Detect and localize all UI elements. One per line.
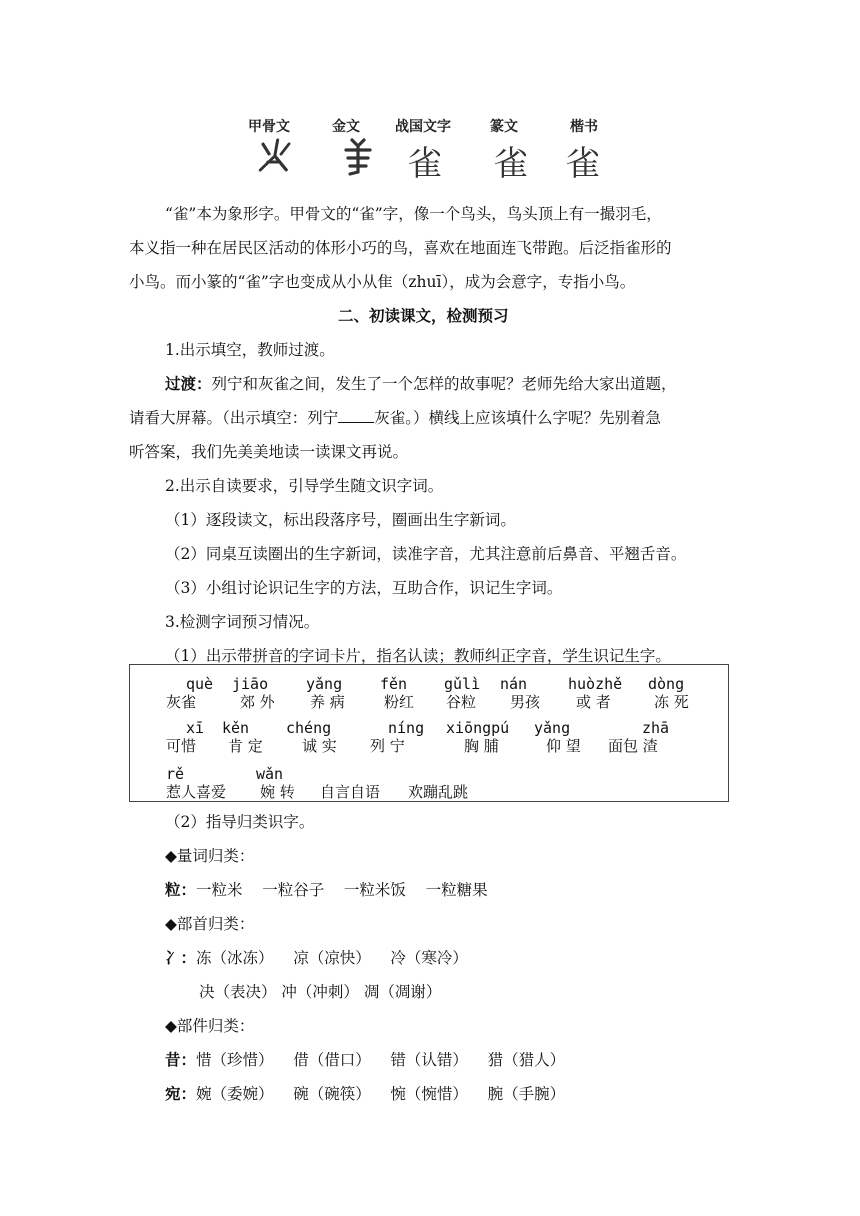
glyph-warring-states: 雀 [408, 144, 442, 184]
vocab-word: 仰 望 [546, 737, 581, 755]
pinyin: dòng [648, 675, 685, 693]
component-items-2: 婉（委婉） 碗（碗筷） 惋（惋惜） 腕（手腕） [196, 1085, 566, 1103]
glyph-bronze [338, 136, 378, 185]
script-evolution-figure [240, 116, 620, 186]
vocab-word: 诚 实 [302, 737, 337, 755]
radical-line-1 [165, 946, 468, 968]
pinyin: yǎng [534, 719, 571, 737]
component-line-2 [165, 1082, 565, 1104]
glyph-seal: 雀 [494, 144, 528, 184]
intro-line-2: 本义指一种在居民区活动的体形小巧的鸟，喜欢在地面连飞带跑。后泛指雀形的 [129, 239, 672, 257]
radical-label: 冫： [165, 948, 197, 967]
step-2: 2.出示自读要求，引导学生随文识字词。 [165, 477, 444, 495]
vocab-word: 郊 外 [240, 693, 275, 711]
glyph-regular: 雀 [566, 144, 600, 184]
transition-text-2b: 灰雀。）横线上应该填什么字呢？先别着急 [374, 409, 662, 427]
measure-items: 一粒米 一粒谷子 一粒米饭 一粒糖果 [196, 881, 488, 899]
vocab-word: 列 宁 [370, 737, 405, 755]
pinyin: chéng [286, 719, 332, 737]
label-bronze: 金文 [332, 119, 360, 135]
intro-line-3: 小鸟。而小篆的“雀”字也变成从小从隹（zhuī），成为会意字，专指小鸟。 [129, 273, 636, 291]
oracle-bone-glyph-icon [251, 136, 298, 176]
vocab-card-box [129, 664, 729, 802]
step-3: 3.检测字词预习情况。 [165, 613, 320, 631]
radical-title: ◆部首归类： [165, 915, 255, 933]
pinyin: níng [388, 719, 425, 737]
pinyin: xiōngpú [446, 719, 510, 737]
label-regular: 楷书 [570, 119, 598, 135]
label-oracle-bone: 甲骨文 [248, 119, 290, 135]
vocab-word: 惹人喜爱 [166, 783, 227, 801]
vocab-word: 面包 渣 [608, 737, 658, 755]
vocab-word: 男孩 [510, 693, 541, 711]
component-line-1 [165, 1048, 565, 1070]
transition-text-1: 列宁和灰雀之间，发生了一个怎样的故事呢？老师先给大家出道题， [211, 375, 677, 393]
transition-line-2 [129, 406, 661, 428]
measure-label: 粒： [165, 880, 197, 899]
component-items-1: 惜（珍惜） 借（借口） 错（认错） 猎（猎人） [196, 1051, 566, 1069]
requirement-3: （3）小组讨论识记生字的方法，互助合作，识记生字词。 [165, 579, 563, 597]
pinyin: gǔlì [444, 675, 481, 693]
vocab-word: 灰雀 [166, 693, 197, 711]
vocab-word: 肯 定 [228, 737, 263, 755]
radical-items-1: 冻（冰冻） 凉（凉快） 冷（寒冷） [196, 949, 468, 967]
label-seal: 篆文 [490, 119, 518, 135]
transition-line-1 [165, 372, 677, 394]
vocab-word: 谷粒 [446, 693, 477, 711]
vocab-word: 或 者 [576, 693, 611, 711]
transition-text-2a: 请看大屏幕。（出示填空：列宁 [129, 409, 339, 427]
vocab-word: 婉 转 [260, 783, 295, 801]
pinyin: què [186, 675, 214, 693]
measure-title: ◆量词归类： [165, 847, 255, 865]
requirement-1: （1）逐段读文，标出段落序号，圈画出生字新词。 [165, 511, 516, 529]
vocab-word: 可惜 [166, 737, 197, 755]
vocab-word: 自言自语 [320, 783, 381, 801]
intro-line-1: “雀”本为象形字。甲骨文的“雀”字，像一个鸟头，鸟头顶上有一撮羽毛， [165, 205, 662, 223]
vocab-word: 胸 脯 [464, 737, 499, 755]
component-label-1: 昔： [165, 1050, 197, 1069]
bronze-glyph-icon [338, 136, 378, 176]
glyph-oracle-bone [250, 136, 299, 185]
pinyin: yǎng [306, 675, 343, 693]
radical-line-2: 决（表决） 冲（冲刺） 凋（凋谢） [199, 983, 442, 1001]
pinyin: jiāo [232, 675, 269, 693]
vocab-word: 冻 死 [654, 693, 689, 711]
transition-line-3: 听答案，我们先美美地读一读课文再说。 [129, 443, 409, 461]
measure-line [165, 878, 488, 900]
section-title: 二、初读课文，检测预习 [338, 306, 509, 325]
component-label-2: 宛： [165, 1084, 197, 1103]
transition-label: 过渡： [165, 374, 212, 393]
fill-blank [338, 408, 374, 423]
check-2: （2）指导归类识字。 [165, 813, 315, 831]
label-warring-states: 战国文字 [395, 119, 451, 135]
requirement-2: （2）同桌互读圈出的生字新词，读准字音，尤其注意前后鼻音、平翘舌音。 [165, 545, 687, 563]
pinyin: xī [186, 719, 205, 737]
pinyin: kěn [222, 719, 250, 737]
pinyin: zhā [642, 719, 670, 737]
vocab-word: 养 病 [310, 693, 345, 711]
vocab-word: 欢蹦乱跳 [408, 783, 469, 801]
step-1: 1.出示填空，教师过渡。 [165, 341, 335, 359]
pinyin: rě [166, 765, 185, 783]
check-1: （1）出示带拼音的字词卡片，指名认读；教师纠正字音，学生识记生字。 [165, 647, 671, 665]
component-title: ◆部件归类： [165, 1017, 255, 1035]
pinyin: wǎn [256, 765, 284, 783]
pinyin: huòzhě [568, 675, 623, 693]
pinyin: fěn [380, 675, 408, 693]
vocab-word: 粉红 [384, 693, 415, 711]
pinyin: nán [500, 675, 528, 693]
